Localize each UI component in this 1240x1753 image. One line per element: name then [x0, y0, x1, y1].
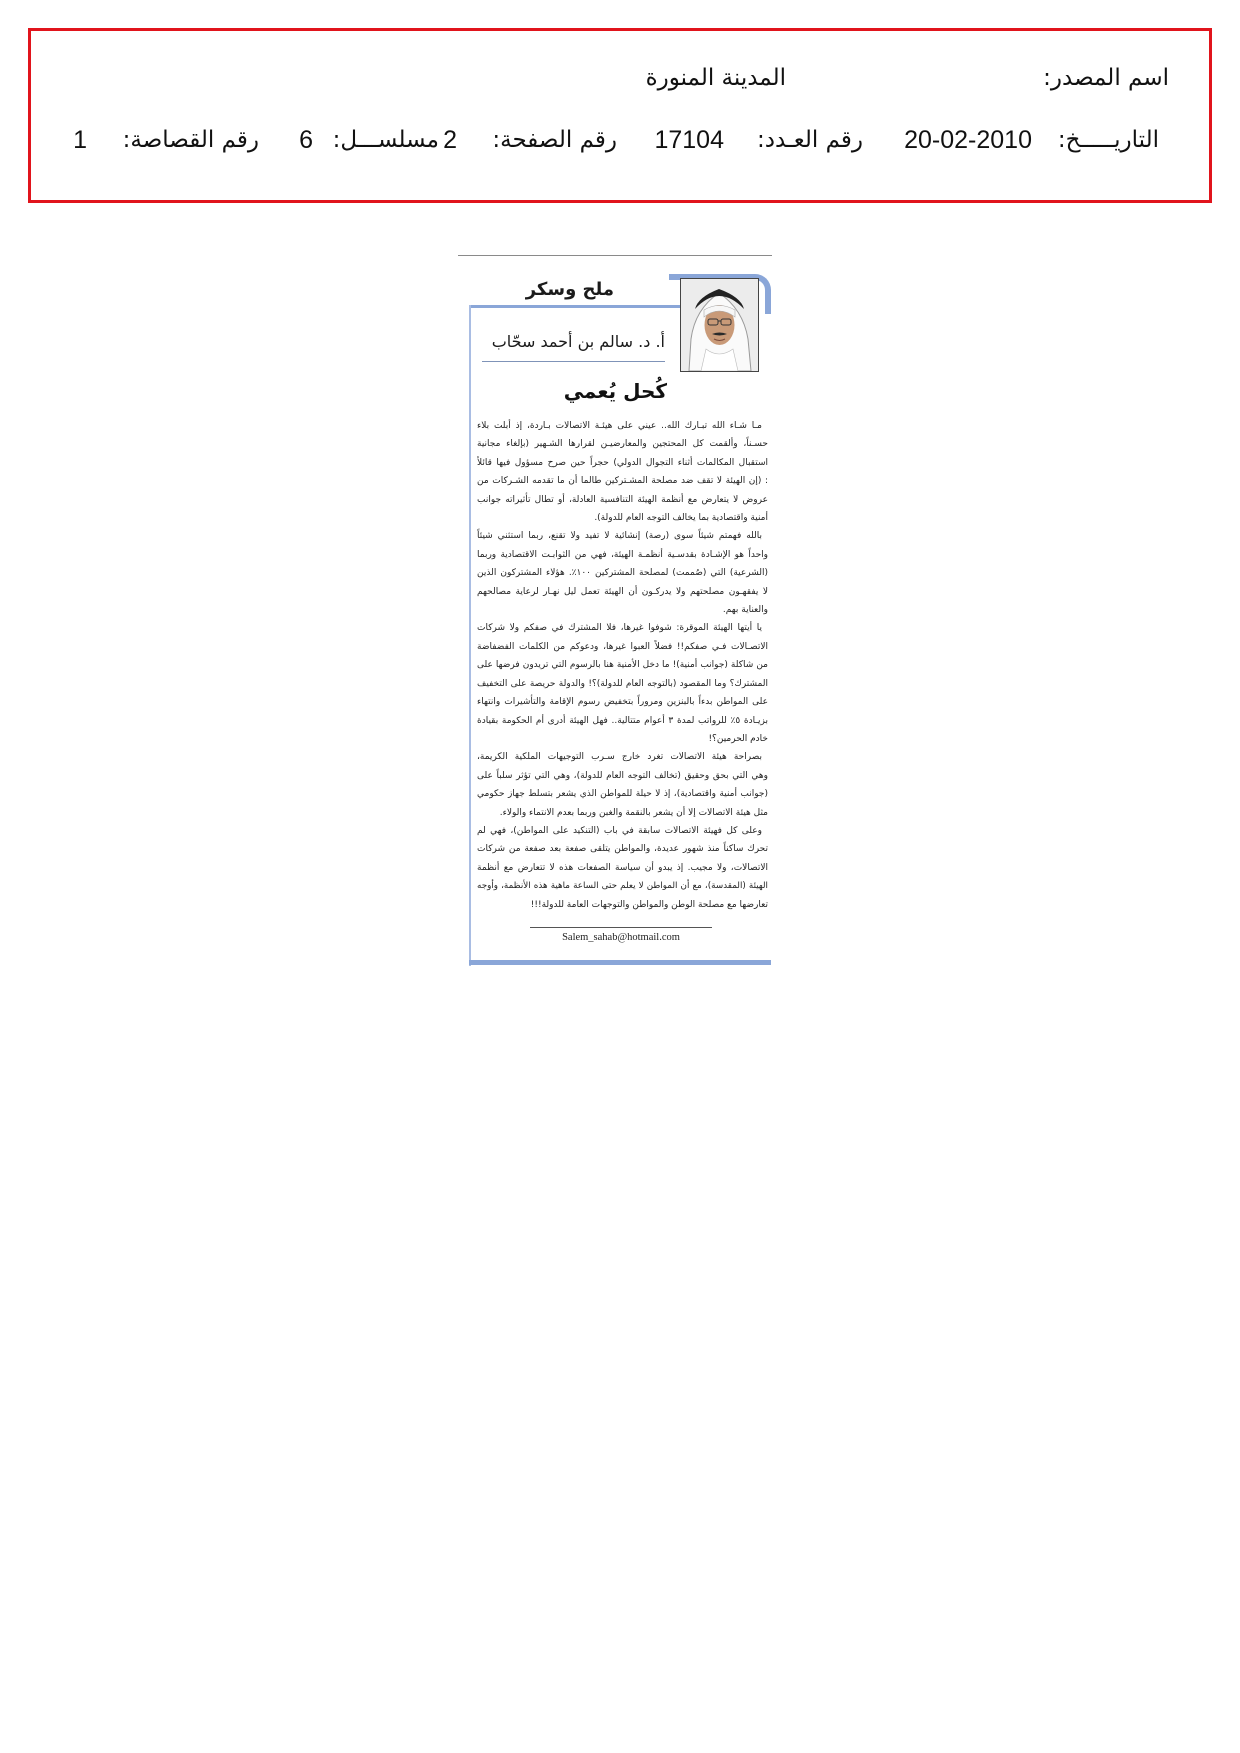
- article-line: وعلى كل فهيئة الاتصالات سابقة في باب (التنكيد على المواطن)، فهي لم: [477, 825, 762, 836]
- article-line: وهي التي بحق وحقيق (تخالف التوجه العام للدولة)، وهي التي تؤثر سلباً على: [477, 770, 768, 781]
- article-line: المشترك؟ وما المقصود (بالتوجه العام للدولة)؟! والدولة حريصة على التخفيف: [477, 678, 768, 689]
- article-line: خادم الحرمين؟!: [708, 733, 768, 744]
- article-line: عروض لا يتعارض مع أنظمة الهيئة التنافسية العادلة، أو تطال تأثيراته جوانب: [477, 494, 768, 505]
- source-value: المدينة المنورة: [645, 65, 786, 91]
- page-value: 2: [443, 126, 457, 154]
- clip-value: 1: [73, 126, 87, 154]
- article-line: من شاكلة (جوانب أمنية)! ما دخل الأمنية هنا بالرسوم التي تريدون فرضها على: [477, 660, 768, 671]
- article-paragraph: [477, 417, 768, 527]
- article-line: استقبال المكالمات أثناء التجوال الدولي) حجراً حين صرح مسؤول فيها قائلاً: [477, 457, 768, 468]
- page-label: رقم الصفحة:: [492, 127, 617, 153]
- author-name: أ. د. سالم بن أحمد سحّاب: [491, 332, 665, 351]
- date-label: التاريـــــخ:: [1057, 127, 1159, 153]
- column-header-rule: [469, 305, 681, 308]
- article-line: الهيئة (المقدسة)، مع أن المواطن لا يعلم حتى الساعة ماهية هذه الأنظمة، وأوجه: [477, 881, 768, 892]
- author-underline: [482, 361, 665, 362]
- column-left-border: [469, 305, 471, 966]
- article-line: على المواطن بدءاً بالبنزين ومروراً بتخفيض رسوم الإقامة والتأشيرات وانتهاء: [477, 697, 768, 708]
- article-line: الاتصـالات فـي صفكم!! فضلاً العبوا غيرها، ودعوكم من الكلمات الفضفاضة: [477, 641, 768, 652]
- column-bottom-band: [469, 960, 771, 965]
- article-line: لا يفقهـون مصلحتهم ولا يدركـون أن الهيئة تعمل ليل نهـار لرعاية مصالحهم: [477, 586, 768, 597]
- article-paragraph: [477, 619, 768, 748]
- article-line: واحداً هو الإشـادة بقدسـية أنظمـة الهيئة، فهي من الثوابـت الاقتصادية وربما: [477, 549, 768, 560]
- issue-value: 17104: [654, 126, 724, 154]
- article-line: بصراحة هيئة الاتصالات تغرد خارج سـرب التوجيهات الملكية الكريمة،: [477, 752, 762, 763]
- email-separator: [530, 927, 712, 928]
- article-paragraph: [477, 822, 768, 914]
- article-line: يا أيتها الهيئة الموقرة: شوفوا غيرها، فلا المشترك في صفكم ولا شركات: [477, 623, 762, 634]
- serial-value: 6: [299, 126, 313, 154]
- article-line: الاتصالات، ولا مجيب. إذ يبدو أن سياسة الصفعات هذه لا تتعارض مع أنظمة: [477, 862, 768, 873]
- article-line: (الشرعية) التي (صُممت) لمصلحة المشتركين ١٠٠٪. هؤلاء المشتركون الذين: [477, 568, 768, 579]
- issue-label: رقم العـدد:: [756, 127, 863, 153]
- author-photo: [680, 278, 759, 372]
- article-line: تعارضها مع مصلحة الوطن والمواطن والتوجهات العامة للدولة!!!: [530, 899, 768, 910]
- author-portrait-image: [681, 279, 758, 371]
- article-paragraph: [477, 527, 768, 619]
- clipping-top-rule: [458, 255, 772, 256]
- source-label: اسم المصدر:: [1043, 65, 1169, 91]
- serial-label: مسلســـل:: [332, 127, 439, 153]
- article-paragraph: [477, 748, 768, 822]
- article-line: مثل هيئة الاتصالات إلا أن يشعر بالنقمة والغبن وربما بعدم الانتماء والولاء.: [499, 807, 768, 818]
- article-line: مـا شـاء الله تبـارك الله.. عيني على هيئـة الاتصالات بـاردة، إذ أبلت بلاء: [477, 421, 762, 431]
- column-name: ملح وسكر: [525, 279, 614, 300]
- article-line: بزيـادة ٥٪ للرواتب لمدة ٣ أعوام متتالية.. فهل الهيئة أدرى أم الحكومة بقيادة: [477, 715, 768, 726]
- article-line: (جوانب أمنية واقتصادية)، إذ لا حيلة للمواطن الذي يشعر بتسلط جهاز حكومي: [477, 789, 768, 800]
- article-line: : (إن الهيئة لا تقف ضد مصلحة المشـتركين طالما أن ما تقدمه الشـركات من: [477, 476, 768, 487]
- date-value: 20-02-2010: [904, 126, 1032, 154]
- article-line: حسـناً، وألقمت كل المحتجين والمعارضيـن لقرارها الشـهير (بإلغاء مجانية: [477, 439, 768, 450]
- newspaper-clipping: [469, 274, 771, 966]
- article-line: والعناية بهم.: [722, 605, 768, 616]
- article-body: [477, 417, 768, 914]
- article-title: كُحل يُعمي: [563, 379, 667, 403]
- clip-label: رقم القصاصة:: [122, 127, 259, 153]
- author-email: Salem_sahab@hotmail.com: [562, 932, 680, 943]
- article-line: أمنية واقتصادية بما يخالف التوجه العام للدولة).: [594, 513, 768, 524]
- article-line: تحرك ساكناً منذ شهور عديدة، والمواطن يتلقى صفعة بعد صفعة من شركات: [477, 844, 768, 855]
- clipping-metadata-box: [28, 28, 1212, 203]
- article-line: بالله فهمتم شيئاً سوى (رصة) إنشائية لا تفيد ولا تقنع، ربما استثني شيئاً: [477, 531, 762, 542]
